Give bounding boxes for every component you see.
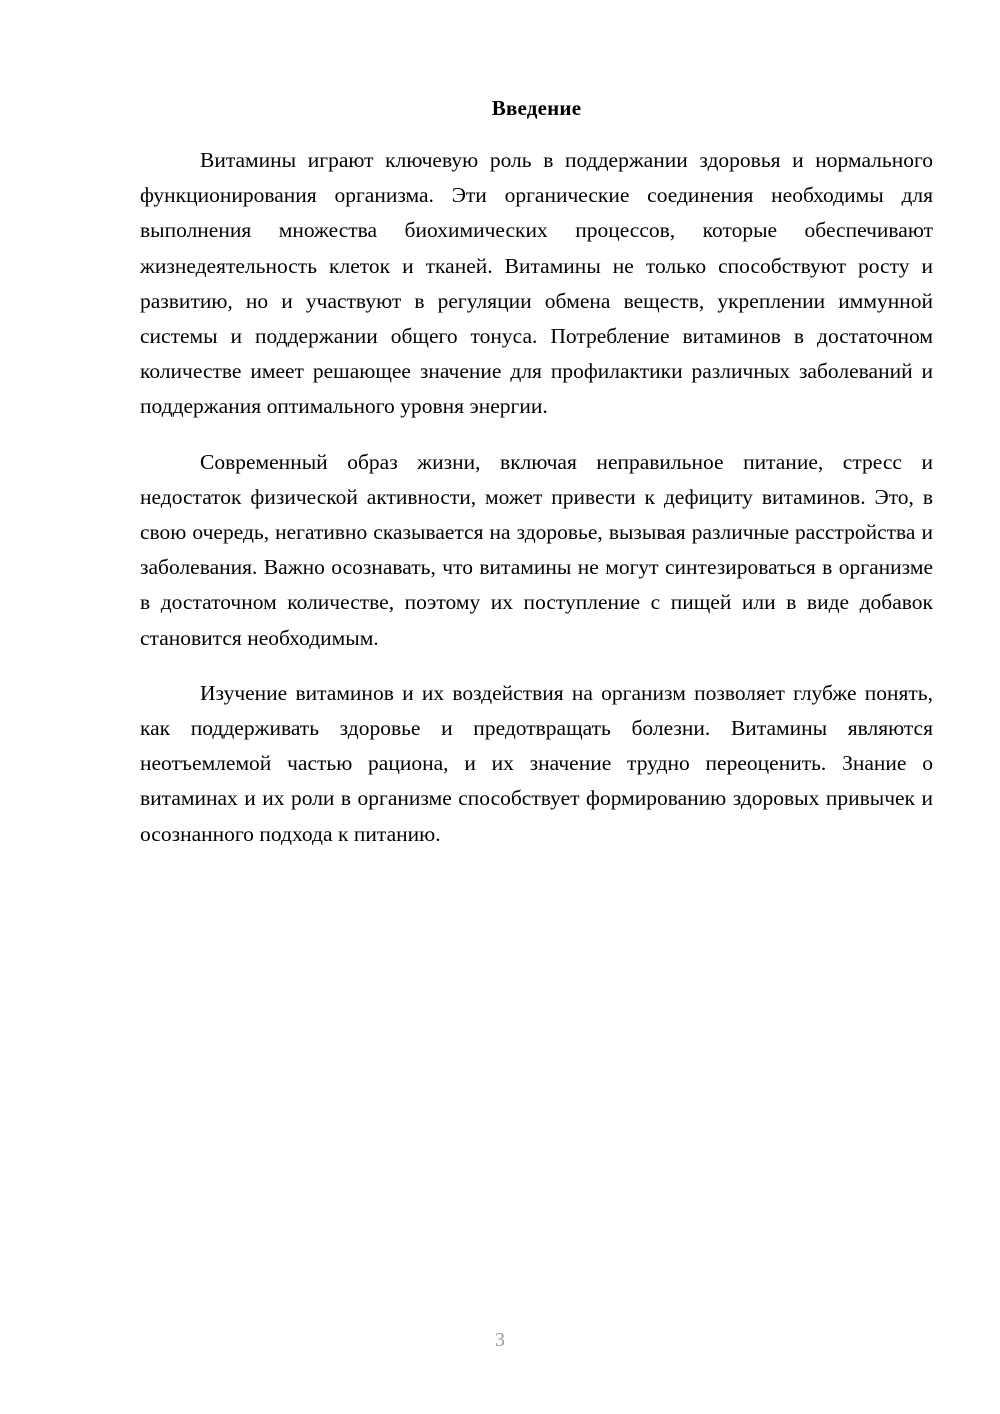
paragraph-list — [140, 143, 933, 852]
body-paragraph: Витамины играют ключевую роль в поддержании здоровья и нормального функционирования организма. Эти органические соединения необходимы для выполнения множества биохимических процессов, которые обеспечивают жизнедеятельность клеток и тканей. Витамины не только способствуют росту и развитию, но и участвуют в регуляции обмена веществ, укреплении иммунной системы и поддержании общего тонуса. Потребление витаминов в достаточном количестве имеет решающее значение для профилактики различных заболеваний и поддержания оптимального уровня энергии. — [140, 148, 933, 419]
page-title: Введение — [491, 96, 582, 120]
document-body — [140, 0, 933, 852]
body-paragraph: Изучение витаминов и их воздействия на организм позволяет глубже понять, как поддерживать здоровье и предотвращать болезни. Витамины являются неотъемлемой частью рациона, и их значение трудно переоценить. Знание о витаминах и их роли в организме способствует формированию здоровых привычек и осознанного подхода к питанию. — [140, 680, 933, 846]
body-paragraph: Современный образ жизни, включая неправильное питание, стресс и недостаток физической активности, может привести к дефициту витаминов. Это, в свою очередь, негативно сказывается на здоровье, вызывая различные расстройства и заболевания. Важно осознавать, что витамины не могут синтезироваться в организме в достаточном количестве, поэтому их поступление с пищей или в виде добавок становится необходимым. — [140, 449, 933, 650]
page-number: 3 — [495, 1329, 505, 1351]
